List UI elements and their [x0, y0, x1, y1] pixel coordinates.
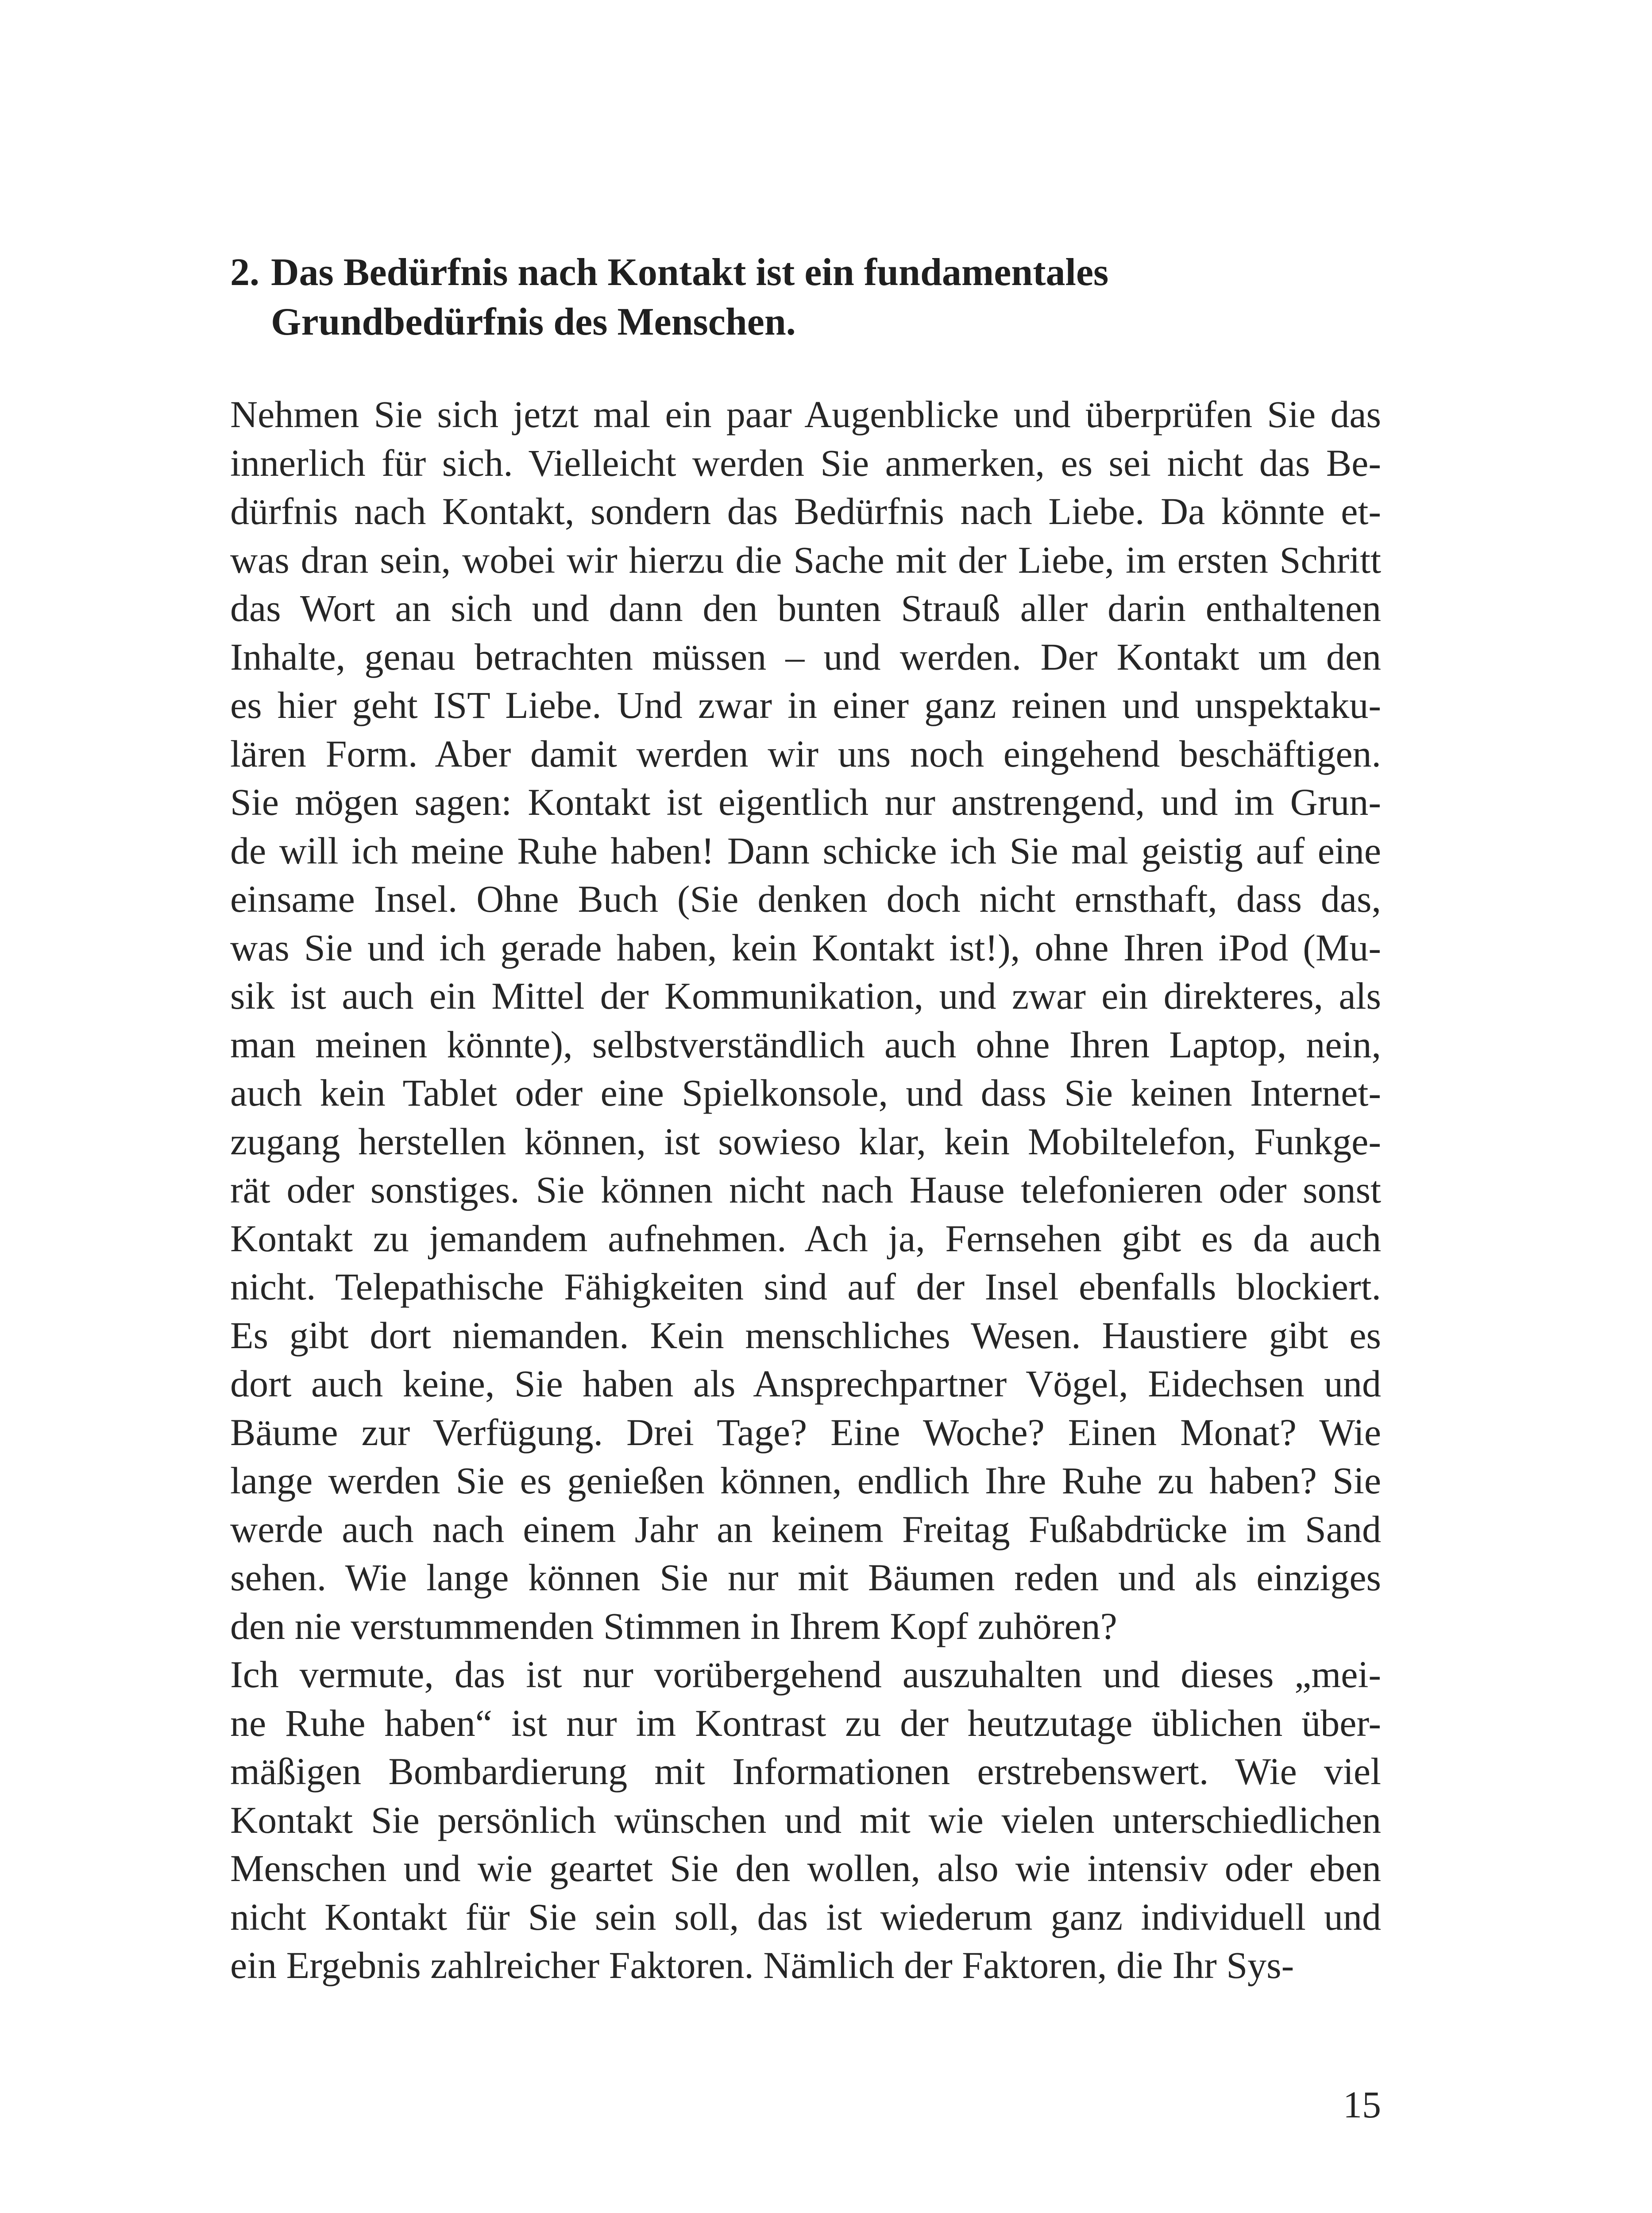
body-line: sik ist auch ein Mittel der Kommunikation, und zwar ein direkteres, als: [230, 975, 1381, 1017]
section-heading-line-1: Das Bedürfnis nach Kontakt ist ein fundamentales: [271, 251, 1109, 294]
body-line: was dran sein, wobei wir hierzu die Sache mit der Liebe, im ersten Schritt: [230, 538, 1381, 581]
body-line: auch kein Tablet oder eine Spielkonsole, und dass Sie keinen Internet-: [230, 1072, 1381, 1114]
body-line: dürfnis nach Kontakt, sondern das Bedürfnis nach Liebe. Da könnte et-: [230, 490, 1381, 532]
body-line: was Sie und ich gerade haben, kein Kontakt ist!), ohne Ihren iPod (Mu-: [230, 926, 1381, 969]
body-line: nicht. Telepathische Fähigkeiten sind auf der Insel ebenfalls blockiert.: [230, 1265, 1381, 1308]
body-line: nicht Kontakt für Sie sein soll, das ist wiederum ganz individuell und: [230, 1895, 1381, 1938]
section-number: 2.: [230, 251, 259, 294]
body-line: es hier geht IST Liebe. Und zwar in einer ganz reinen und unspektaku-: [230, 684, 1381, 726]
body-line: Es gibt dort niemanden. Kein menschliches Wesen. Haustiere gibt es: [230, 1314, 1381, 1357]
body-line: Sie mögen sagen: Kontakt ist eigentlich nur anstrengend, und im Grun-: [230, 781, 1381, 823]
body-line: das Wort an sich und dann den bunten Strauß aller darin enthaltenen: [230, 587, 1381, 629]
page-number: 15: [1343, 2083, 1381, 2126]
body-line: man meinen könnte), selbstverständlich auch ohne Ihren Laptop, nein,: [230, 1023, 1381, 1066]
body-line: Inhalte, genau betrachten müssen – und werden. Der Kontakt um den: [230, 635, 1381, 678]
body-line: Ich vermute, das ist nur vorübergehend auszuhalten und dieses „mei-: [230, 1653, 1381, 1696]
body-line: lären Form. Aber damit werden wir uns noch eingehend beschäftigen.: [230, 732, 1381, 775]
body-line: rät oder sonstiges. Sie können nicht nach Hause telefonieren oder sonst: [230, 1168, 1381, 1211]
body-line: de will ich meine Ruhe haben! Dann schicke ich Sie mal geistig auf eine: [230, 829, 1381, 872]
body-line: werde auch nach einem Jahr an keinem Freitag Fußabdrücke im Sand: [230, 1507, 1381, 1550]
body-line: Menschen und wie geartet Sie den wollen, also wie intensiv oder eben: [230, 1847, 1381, 1889]
body-line: den nie verstummenden Stimmen in Ihrem Kopf zuhören?: [230, 1604, 1117, 1647]
body-line: lange werden Sie es genießen können, endlich Ihre Ruhe zu haben? Sie: [230, 1459, 1381, 1502]
body-line: Nehmen Sie sich jetzt mal ein paar Augenblicke und überprüfen Sie das: [230, 393, 1381, 436]
section-heading-line-2: Grundbedürfnis des Menschen.: [271, 301, 796, 343]
body-line: Bäume zur Verfügung. Drei Tage? Eine Woche? Einen Monat? Wie: [230, 1411, 1381, 1453]
body-line: Kontakt zu jemandem aufnehmen. Ach ja, Fernsehen gibt es da auch: [230, 1217, 1381, 1260]
body-line: Kontakt Sie persönlich wünschen und mit wie vielen unterschiedlichen: [230, 1798, 1381, 1841]
body-line: dort auch keine, Sie haben als Ansprechpartner Vögel, Eidechsen und: [230, 1362, 1381, 1405]
body-text: [230, 390, 1381, 1990]
body-line: ein Ergebnis zahlreicher Faktoren. Nämlich der Faktoren, die Ihr Sys-: [230, 1944, 1294, 1986]
body-line: ne Ruhe haben“ ist nur im Kontrast zu der heutzutage üblichen über-: [230, 1701, 1381, 1744]
body-line: zugang herstellen können, ist sowieso klar, kein Mobiltelefon, Funkge-: [230, 1120, 1381, 1163]
body-line: mäßigen Bombardierung mit Informationen erstrebenswert. Wie viel: [230, 1750, 1381, 1793]
section-heading: [230, 248, 1425, 347]
body-line: sehen. Wie lange können Sie nur mit Bäumen reden und als einziges: [230, 1556, 1381, 1599]
body-line: einsame Insel. Ohne Buch (Sie denken doch nicht ernsthaft, dass das,: [230, 878, 1381, 920]
body-line: innerlich für sich. Vielleicht werden Sie anmerken, es sei nicht das Be-: [230, 441, 1381, 484]
